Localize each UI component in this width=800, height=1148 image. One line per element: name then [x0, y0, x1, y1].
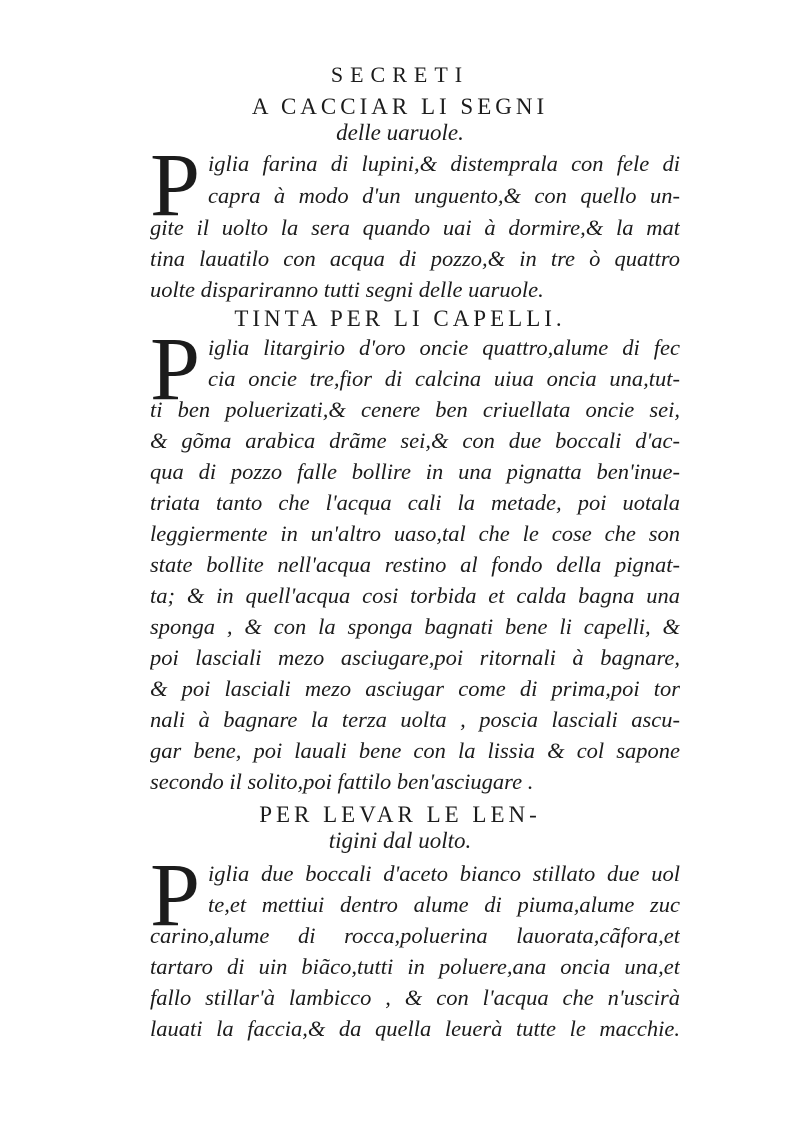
- text-line: uolte dispariranno tutti segni delle uaruole.: [150, 277, 544, 302]
- drop-cap-initial: P: [149, 860, 201, 932]
- text-line: triata tanto che l'acqua cali la metade, poi uotala: [150, 490, 680, 515]
- section-title: PER LEVAR LE LEN-: [259, 802, 541, 827]
- text-line: te,et mettiui dentro alume di piuma,alume zuc: [208, 892, 680, 917]
- text-line: leggiermente in un'altro uaso,tal che le cose che son: [150, 521, 680, 546]
- text-line: gar bene, poi lauali bene con la lissia & col sapone: [150, 738, 680, 763]
- text-line: cia oncie tre,fior di calcina uiua oncia una,tut-: [208, 366, 680, 391]
- text-line: state bollite nell'acqua restino al fondo della pignat-: [150, 552, 680, 577]
- text-line: tartaro di uin biãco,tutti in poluere,ana oncia una,et: [150, 954, 680, 979]
- text-line: sponga , & con la sponga bagnati bene li capelli, &: [150, 614, 680, 639]
- text-line: iglia litargirio d'oro oncie quattro,alume di fec: [208, 335, 680, 360]
- section-title: TINTA PER LI CAPELLI.: [234, 306, 566, 331]
- text-line: ti ben poluerizati,& cenere ben criuellata oncie sei,: [150, 397, 680, 422]
- text-line: secondo il solito,poi fattilo ben'asciugare .: [150, 769, 534, 794]
- text-line: iglia farina di lupini,& distemprala con fele di: [208, 151, 680, 176]
- text-line: tina lauatilo con acqua di pozzo,& in tre ò quattro: [150, 246, 680, 271]
- text-line: ta; & in quell'acqua cosi torbida et calda bagna una: [150, 583, 680, 608]
- drop-cap-initial: P: [149, 150, 201, 222]
- text-line: qua di pozzo falle bollire in una pignatta ben'inue-: [150, 459, 680, 484]
- text-line: & poi lasciali mezo asciugar come di prima,poi tor: [150, 676, 680, 701]
- text-line: carino,alume di rocca,poluerina lauorata,cãfora,et: [150, 923, 680, 948]
- running-head: SECRETI: [330, 62, 470, 87]
- section-title: A CACCIAR LI SEGNI: [251, 94, 549, 119]
- section-subtitle: tigini dal uolto.: [328, 828, 472, 853]
- text-line: capra à modo d'un unguento,& con quello un-: [208, 183, 680, 208]
- text-line: lauati la faccia,& da quella leuerà tutte le macchie.: [150, 1016, 680, 1041]
- text-line: & gõma arabica drãme sei,& con due boccali d'ac-: [150, 428, 680, 453]
- text-line: gite il uolto la sera quando uai à dormire,& la mat: [150, 215, 680, 240]
- text-line: iglia due boccali d'aceto bianco stillato due uol: [208, 861, 680, 886]
- section-subtitle: delle uaruole.: [336, 120, 464, 145]
- drop-cap-initial: P: [149, 334, 201, 406]
- text-line: fallo stillar'à lambicco , & con l'acqua che n'uscirà: [150, 985, 680, 1010]
- text-line: nali à bagnare la terza uolta , poscia lasciali ascu-: [150, 707, 680, 732]
- text-line: poi lasciali mezo asciugare,poi ritornali à bagnare,: [150, 645, 680, 670]
